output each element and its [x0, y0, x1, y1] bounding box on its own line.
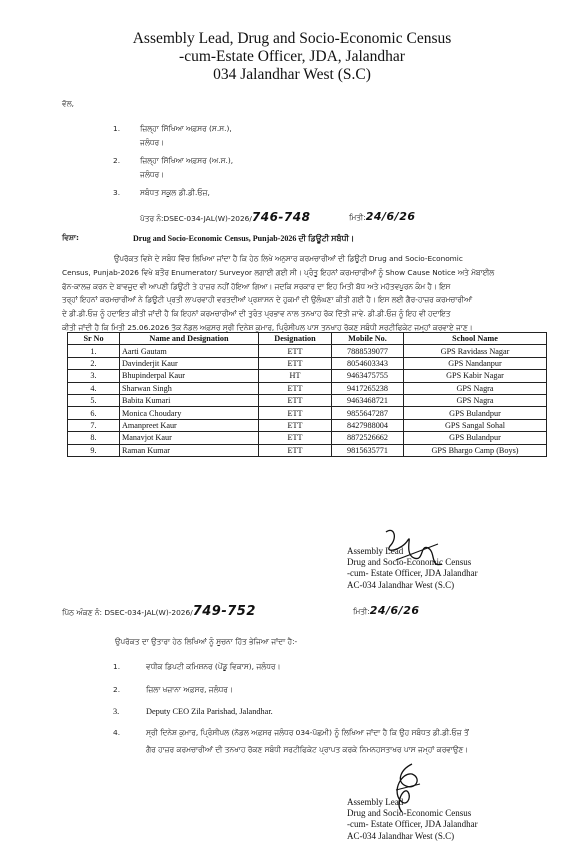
col-header-name: Name and Designation [120, 333, 259, 345]
cell-school: GPS Nagra [404, 382, 547, 394]
header-line-2: -cum-Estate Officer, JDA, Jalandhar [179, 48, 405, 65]
col-header-school: School Name [404, 333, 547, 345]
cell-mobile: 8872526662 [332, 432, 404, 444]
table-row [68, 382, 547, 394]
table-header-row [68, 333, 547, 345]
body-line: ਦੇ ਡੀ.ਡੀ.ਓਜ਼ ਨੂੰ ਹਦਾਇਤ ਕੀਤੀ ਜਾਂਦੀ ਹੈ ਕਿ ਇਹਨਾਂ ਕਰਮਚਾਰੀਆਂ ਦੀ ਤੁਰੰਤ ਪ੍ਰਭਾਵ ਨਾਲ ਤਨਖਾਹ ਰੋਕ ਦਿੱਤੀ ਜਾਵੇ. ਡੀ.ਡੀ.ਓਜ਼ ਨੂੰ ਇਹ ਵੀ ਹਦਾਇਤ [62, 309, 451, 319]
signature-line-4: AC-034 Jalandhar West (S.C) [347, 579, 455, 590]
signature-line-3: -cum- Estate Officer, JDA Jalandhar [347, 819, 478, 830]
cell-name: Aarti Gautam [120, 345, 259, 357]
memo-number-handwritten: 746-748 [251, 210, 311, 224]
signature-line-4: AC-034 Jalandhar West (S.C) [347, 830, 455, 841]
cell-name: Davinderjit Kaur [120, 357, 259, 369]
cell-sr: 8. [68, 432, 120, 444]
signature-block-1 [347, 546, 478, 591]
copy-3-num: 3. [113, 707, 120, 716]
cell-sr: 2. [68, 357, 120, 369]
recipient-2-num: 2. [113, 156, 121, 165]
cell-designation: ETT [259, 382, 332, 394]
copy-4-num: 4. [113, 728, 121, 737]
copy-3-text: Deputy CEO Zila Parishad, Jalandhar. [146, 707, 273, 716]
memo-number [140, 210, 310, 224]
endorsement-number-handwritten: 749-752 [192, 604, 256, 619]
cell-sr: 9. [68, 444, 120, 456]
endorsement-number [62, 604, 256, 619]
signature-line-1: Assembly Lead [347, 546, 404, 556]
memo-date-handwritten: 24/6/26 [365, 210, 416, 223]
copy-4-text: ਸ੍ਰੀ ਦਿਨੇਸ਼ ਕੁਮਾਰ, ਪ੍ਰਿੰਸੀਪਲ (ਨੋਡਲ ਅਫ਼ਸਰ ਜਲੰਧਰ 034-ਪੱਛਮੀ) ਨੂੰ ਲਿਖਿਆ ਜਾਂਦਾ ਹੈ ਕਿ ਉਹ ਸਬੰਧਤ ਡੀ.ਡੀ.ਓਜ਼ ਤੋਂ [146, 728, 469, 737]
cell-mobile: 8054603343 [332, 357, 404, 369]
cell-designation: ETT [259, 444, 332, 456]
copy-2-text: ਜ਼ਿਲਾ ਖਜ਼ਾਨਾ ਅਫ਼ਸਰ, ਜਲੰਧਰ। [146, 685, 233, 694]
cell-mobile: 9463468721 [332, 394, 404, 406]
table-row [68, 345, 547, 357]
cell-sr: 7. [68, 419, 120, 431]
recipient-1-line2: ਜਲੰਧਰ। [140, 138, 165, 147]
recipient-2-line1: ਜ਼ਿਲ੍ਹਾ ਸਿੱਖਿਆ ਅਫ਼ਸਰ (ਅ.ਸ.), [140, 156, 234, 165]
cell-name: Monica Choudary [120, 407, 259, 419]
to-label: ਵੱਲ, [62, 99, 74, 108]
signature-line-2: Drug and Socio-Economic Census [347, 557, 472, 568]
table-row [68, 407, 547, 419]
cell-name: Raman Kumar [120, 444, 259, 456]
cell-name: Manavjot Kaur [120, 432, 259, 444]
col-header-designation: Designation [259, 333, 332, 345]
body-line: ਉਪਰੋਕਤ ਵਿਸ਼ੇ ਦੇ ਸਬੰਧ ਵਿੱਚ ਲਿਖਿਆ ਜਾਂਦਾ ਹੈ ਕਿ ਹੇਠ ਲਿਖੇ ਅਨੁਸਾਰ ਕਰਮਚਾਰੀਆਂ ਦੀ ਡਿਊਟੀ Drug and Socio-Economic [114, 254, 463, 263]
cell-name: Babita Kumari [120, 394, 259, 406]
cell-sr: 6. [68, 407, 120, 419]
cell-sr: 5. [68, 394, 120, 406]
recipient-1-num: 1. [113, 124, 121, 133]
header-line-3: 034 Jalandhar West (S.C) [213, 66, 371, 83]
signature-block-2 [347, 797, 478, 842]
table-row [68, 419, 547, 431]
recipient-3-line1: ਸਬੰਧਤ ਸਕੂਲ ਡੀ.ਡੀ.ਓਜ਼, [140, 188, 210, 197]
signature-line-1: Assembly Lead [347, 797, 404, 807]
body-line: ਕੀਤੀ ਜਾਂਦੀ ਹੈ ਕਿ ਮਿਤੀ 25.06.2026 ਤੱਕ ਨੋਡਲ ਅਫ਼ਸਰ ਸ੍ਰੀ ਦਿਨੇਸ਼ ਕੁਮਾਰ, ਪ੍ਰਿੰਸੀਪਲ ਪਾਸ ਤਨਖਾਹ ਰੋਕਣ ਸਬੰਧੀ ਸਰਟੀਫਿਕੇਟ ਜਮ੍ਹਾਂ ਕਰਵਾਏ ਜਾਣ। [62, 322, 473, 332]
cell-mobile: 9463475755 [332, 370, 404, 382]
endorsement-date-handwritten: 24/6/26 [369, 604, 420, 617]
signature-line-2: Drug and Socio-Economic Census [347, 808, 472, 819]
cell-school: GPS Sangal Sohal [404, 419, 547, 431]
signature-line-3: -cum- Estate Officer, JDA Jalandhar [347, 568, 478, 579]
subject-text: Drug and Socio-Economic Census, Punjab-2026 ਦੀ ਡਿਊਟੀ ਸਬੰਧੀ। [133, 234, 355, 243]
cell-designation: ETT [259, 394, 332, 406]
table-row [68, 370, 547, 382]
copy-4-text-continued: ਗੈਰ ਹਾਜ਼ਰ ਕਰਮਚਾਰੀਆਂ ਦੀ ਤਨਖਾਹ ਰੋਕਣ ਸਬੰਧੀ ਸਰਟੀਫਿਕੇਟ ਪ੍ਰਾਪਤ ਕਰਕੇ ਨਿਮਨਹਸਤਾਖਰ ਪਾਸ ਜਮ੍ਹਾਂ ਕਰਵਾਉਣ। [146, 745, 469, 754]
cell-name: Bhupinderpal Kaur [120, 370, 259, 382]
body-line: ਤਰ੍ਹਾਂ ਇਹਨਾਂ ਕਰਮਚਾਰੀਆਂ ਨੇ ਡਿਊਟੀ ਪ੍ਰਤੀ ਲਾਪਰਵਾਹੀ ਵਰਤਦੀਆਂ ਪ੍ਰਸ਼ਾਸਨ ਦੇ ਹੁਕਮਾਂ ਦੀ ਉਲੰਘਣਾ ਕੀਤੀ ਗਈ ਹੈ। ਇਸ ਲਈ ਗੈਰ-ਹਾਜ਼ਰ ਕਰਮਚਾਰੀਆਂ [62, 295, 472, 305]
cell-school: GPS Bhargo Camp (Boys) [404, 444, 547, 456]
cell-mobile: 9417265238 [332, 382, 404, 394]
cell-school: GPS Nandanpur [404, 357, 547, 369]
cell-school: GPS Bulandpur [404, 432, 547, 444]
cell-school: GPS Nagra [404, 394, 547, 406]
memo-prefix: ਪੱਤਰ ਨੰ:DSEC-034-JAL(W)-2026/ [140, 214, 252, 223]
subject-label: ਵਿਸ਼ਾ: [62, 233, 79, 242]
copy-1-num: 1. [113, 662, 121, 671]
body-line: Census, Punjab-2026 ਵਿਖੇ ਬਤੌਰ Enumerator/ Surveyor ਲਗਾਈ ਗਈ ਸੀ। ਪ੍ਰੰਤੂ ਇਹਨਾਂ ਕਰਮਚਾਰੀਆਂ ਨੂੰ Show Cause Notice ਅਤੇ ਮੋਬਾਈਲ [62, 267, 495, 277]
employee-table [67, 332, 547, 457]
header-line-1: Assembly Lead, Drug and Socio-Economic Census [132, 30, 452, 47]
cell-school: GPS Bulandpur [404, 407, 547, 419]
cell-designation: ETT [259, 345, 332, 357]
cell-designation: ETT [259, 419, 332, 431]
cell-mobile: 9815635771 [332, 444, 404, 456]
cell-school: GPS Kabir Nagar [404, 370, 547, 382]
cell-name: Sharwan Singh [120, 382, 259, 394]
cell-mobile: 7888539077 [332, 345, 404, 357]
memo-date [349, 210, 416, 223]
col-header-sr: Sr No [68, 333, 120, 345]
cell-designation: ETT [259, 432, 332, 444]
recipient-1-line1: ਜ਼ਿਲ੍ਹਾ ਸਿੱਖਿਆ ਅਫ਼ਸਰ (ਸ.ਸ.), [140, 124, 232, 133]
recipient-2-line2: ਜਲੰਧਰ। [140, 170, 165, 179]
cell-school: GPS Ravidass Nagar [404, 345, 547, 357]
table-row [68, 432, 547, 444]
cell-designation: HT [259, 370, 332, 382]
recipient-3-num: 3. [113, 188, 121, 197]
col-header-mobile: Mobile No. [332, 333, 404, 345]
copy-intro: ਉਪਰੋਕਤ ਦਾ ਉਤਾਰਾ ਹੇਠ ਲਿਖਿਆਂ ਨੂੰ ਸੂਚਨਾ ਹਿੱਤ ਭੇਜਿਆ ਜਾਂਦਾ ਹੈ:- [115, 637, 298, 646]
cell-mobile: 8427988004 [332, 419, 404, 431]
letter-header [0, 30, 584, 84]
cell-mobile: 9855647287 [332, 407, 404, 419]
endorsement-date-label: ਮਿਤੀ: [353, 607, 370, 616]
cell-designation: ETT [259, 357, 332, 369]
endorsement-prefix: ਪਿੱਠ ਅੰਕਣ ਨੰ: DSEC-034-JAL(W)-2026/ [62, 608, 193, 617]
body-line: ਫੋਨ-ਕਾਲਜ਼ ਕਰਨ ਦੇ ਬਾਵਜੂਦ ਵੀ ਆਪਣੀ ਡਿਊਟੀ ਤੇ ਹਾਜ਼ਰ ਨਹੀਂ ਹੋਇਆ ਗਿਆ। ਜਦਕਿ ਸਰਕਾਰ ਦਾ ਇਹ ਮਿਤੀ ਬੱਧ ਅਤੇ ਮਹੱਤਵਪੂਰਨ ਕੰਮ ਹੈ। ਇਸ [62, 281, 451, 291]
copy-1-text: ਵਧੀਕ ਡਿਪਟੀ ਕਮਿਸ਼ਨਰ (ਪੇਂਡੂ ਵਿਕਾਸ), ਜਲੰਧਰ। [146, 662, 281, 671]
table-row [68, 357, 547, 369]
cell-sr: 4. [68, 382, 120, 394]
endorsement-date [353, 604, 420, 617]
table-row [68, 444, 547, 456]
cell-sr: 3. [68, 370, 120, 382]
body-paragraph [62, 252, 548, 335]
cell-sr: 1. [68, 345, 120, 357]
memo-date-label: ਮਿਤੀ: [349, 213, 366, 222]
cell-name: Amanpreet Kaur [120, 419, 259, 431]
table-row [68, 394, 547, 406]
cell-designation: ETT [259, 407, 332, 419]
copy-2-num: 2. [113, 685, 121, 694]
